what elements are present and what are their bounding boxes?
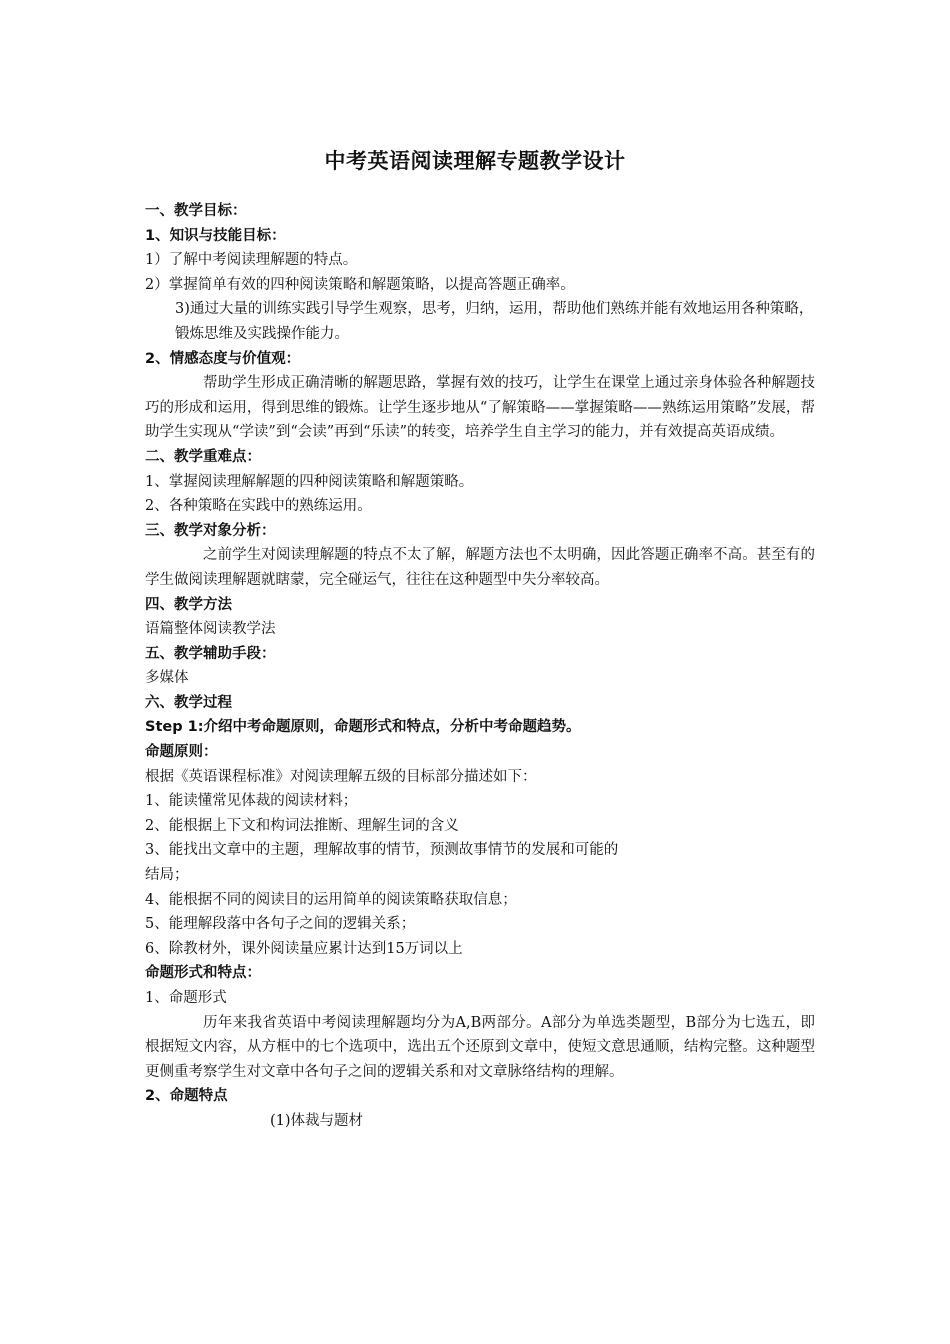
subheading-knowledge-skills: 1、知识与技能目标： bbox=[145, 227, 286, 244]
principle-item: 6、除教材外，课外阅读量应累计达到15万词以上 bbox=[145, 940, 463, 957]
document-title: 中考英语阅读理解专题教学设计 bbox=[324, 149, 626, 173]
document-body bbox=[145, 199, 815, 1134]
section-heading-students: 三、教学对象分析： bbox=[145, 522, 276, 539]
principle-item: 5、能理解段落中各句子之间的逻辑关系； bbox=[145, 916, 416, 933]
paragraph-attitude: 帮助学生形成正确清晰的解题思路，掌握有效的技巧，让学生在课堂上通过亲身体验各种解题技巧的形成和运用，得到思维的锻炼。让学生逐步地从“了解策略——掌握策略——熟练运用策略”发展，帮助学生实现从“学读”到“会读”再到“乐读”的转变，培养学生自主学习的能力，并有效提高英语成绩。 bbox=[145, 375, 815, 441]
features-label: 2、命题特点 bbox=[145, 1088, 228, 1105]
paragraph-forms: 历年来我省英语中考阅读理解题均分为A,B两部分。A部分为单选类题型，B部分为七选五，即根据短文内容，从方框中的七个选项中，选出五个还原到文章中，使短文意思通顺，结构完整。这种题型更侧重考察学生对文章中各句子之间的逻辑关系和对文章脉络结构的理解。 bbox=[145, 1014, 815, 1080]
key-point-item: 1、掌握阅读理解解题的四种阅读策略和解题策略。 bbox=[145, 473, 474, 490]
objective-item: 1）了解中考阅读理解题的特点。 bbox=[145, 252, 358, 269]
methods-text: 语篇整体阅读教学法 bbox=[145, 621, 276, 638]
feature-item: (1)体裁与题材 bbox=[270, 1112, 364, 1129]
principle-item-continued: 结局； bbox=[145, 867, 189, 884]
step-1-heading: Step 1:介绍中考命题原则，命题形式和特点，分析中考命题趋势。 bbox=[145, 719, 581, 736]
principle-item: 4、能根据不同的阅读目的运用简单的阅读策略获取信息； bbox=[145, 891, 517, 908]
paragraph-students: 之前学生对阅读理解题的特点不太了解，解题方法也不太明确，因此答题正确率不高。甚至有的学生做阅读理解题就瞎蒙，完全碰运气，往往在这种题型中失分率较高。 bbox=[145, 547, 815, 588]
principles-intro: 根据《英语课程标准》对阅读理解五级的目标部分描述如下： bbox=[145, 768, 537, 785]
objective-item: 3)通过大量的训练实践引导学生观察，思考，归纳，运用，帮助他们熟练并能有效地运用各种策略，锻炼思维及实践操作能力。 bbox=[175, 301, 814, 342]
section-heading-objectives: 一、教学目标： bbox=[145, 203, 247, 219]
section-heading-process: 六、教学过程 bbox=[145, 694, 232, 711]
principle-item: 2、能根据上下文和构词法推断、理解生词的含义 bbox=[145, 817, 459, 834]
objective-item: 2）掌握简单有效的四种阅读策略和解题策略，以提高答题正确率。 bbox=[145, 276, 575, 293]
subheading-attitude-values: 2、情感态度与价值观： bbox=[145, 350, 301, 367]
aids-text: 多媒体 bbox=[145, 670, 189, 687]
subheading-principles: 命题原则： bbox=[145, 744, 218, 761]
key-point-item: 2、各种策略在实践中的熟练运用。 bbox=[145, 498, 372, 515]
principle-item: 1、能读懂常见体裁的阅读材料； bbox=[145, 793, 358, 810]
section-heading-methods: 四、教学方法 bbox=[145, 596, 232, 613]
subheading-form: 1、命题形式 bbox=[145, 990, 227, 1006]
section-heading-key-points: 二、教学重难点： bbox=[145, 448, 261, 465]
principle-item: 3、能找出文章中的主题，理解故事的情节，预测故事情节的发展和可能的 bbox=[145, 842, 619, 859]
subheading-forms-features: 命题形式和特点： bbox=[145, 965, 261, 982]
section-heading-aids: 五、教学辅助手段： bbox=[145, 645, 276, 662]
subheading-features bbox=[145, 1084, 815, 1109]
